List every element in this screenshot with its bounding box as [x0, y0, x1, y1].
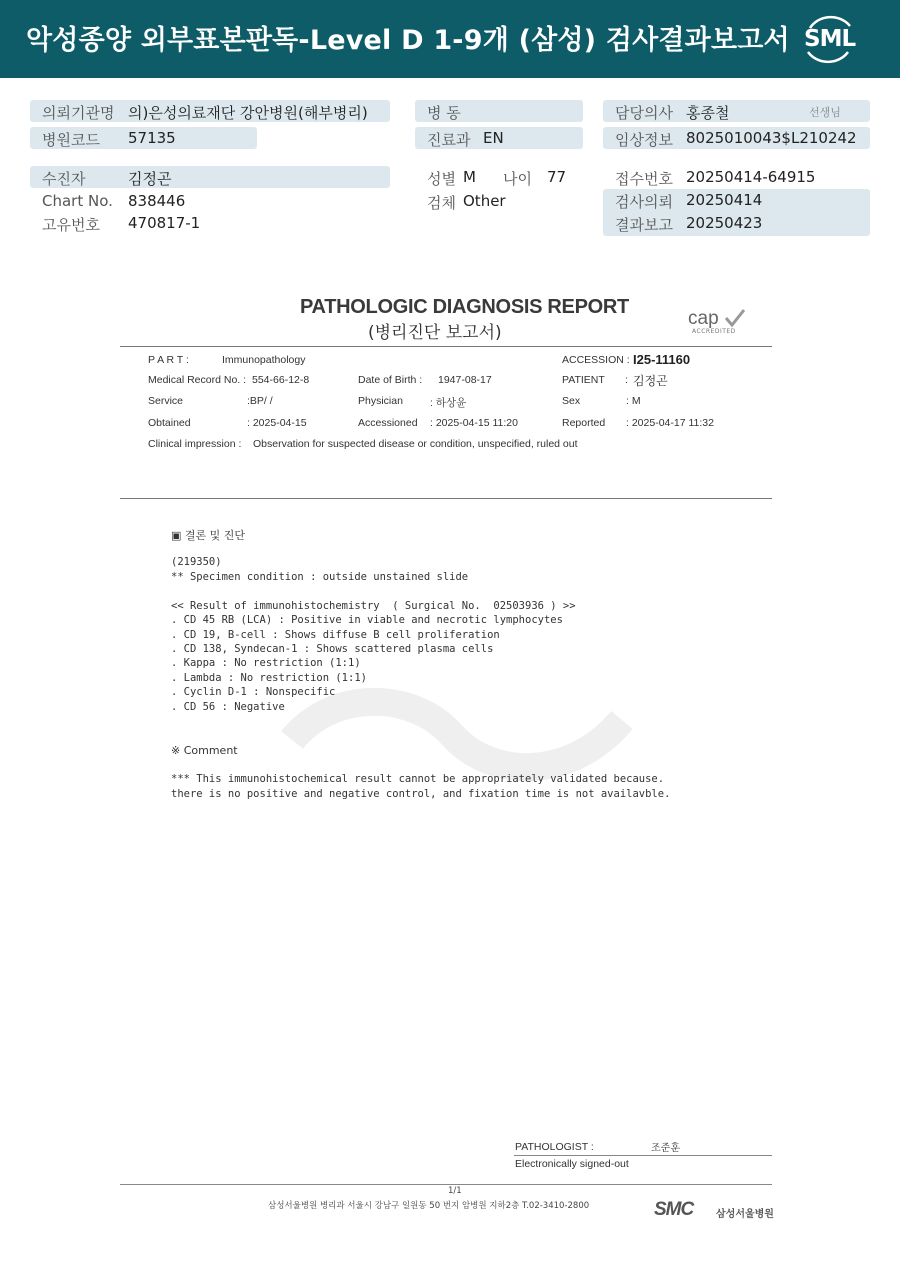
age-value: 77: [547, 168, 567, 186]
hospital-code-field: [30, 127, 257, 149]
clinical-info-label: 임상정보: [615, 131, 673, 149]
specimen-value: Other: [463, 192, 506, 210]
diagnosis-line: . Cyclin D-1 : Nonspecific: [171, 686, 336, 698]
physician-label: Physician: [358, 395, 403, 407]
chart-label: Chart No.: [42, 192, 113, 210]
pathologist-value: 조준훈: [651, 1143, 680, 1154]
unique-no-label: 고유번호: [42, 216, 100, 234]
report-mid-rule: [120, 498, 772, 499]
page-title: 악성종양 외부표본판독-Level D 1-9개 (삼성) 검사결과보고서: [26, 25, 790, 56]
footer-rule: [120, 1184, 772, 1185]
institution-label: 의뢰기관명: [42, 104, 115, 122]
physician-value: : 하상윤: [430, 397, 467, 409]
report-sex-label: Sex: [562, 395, 581, 407]
diagnosis-line: . CD 138, Syndecan-1 : Shows scattered plasma cells: [171, 643, 494, 655]
page-number: 1/1: [448, 1186, 462, 1196]
sex-label: 성별: [427, 170, 456, 188]
patient-value: 김정곤: [128, 170, 172, 188]
report-subtitle: (병리진단 보고서): [368, 323, 502, 343]
diagnosis-line: ** Specimen condition : outside unstained slide: [171, 571, 469, 583]
diagnosis-line: . Kappa : No restriction (1:1): [171, 657, 361, 669]
mrn-label: Medical Record No. :: [148, 374, 247, 386]
cap-logo-accredited: ACCREDITED: [692, 328, 736, 335]
dept-value: EN: [483, 129, 504, 147]
obtained-label: Obtained: [148, 417, 191, 429]
accession-label: ACCESSION :: [562, 354, 630, 366]
report-date-label: 결과보고: [615, 216, 673, 234]
report-top-rule: [120, 346, 772, 347]
service-value: :BP/ /: [247, 395, 273, 407]
institution-field: [30, 100, 390, 122]
header-banner: [0, 0, 900, 78]
report-date-value: 20250423: [686, 214, 763, 232]
clinical-info-field: [603, 127, 870, 149]
reported-value: : 2025-04-17 11:32: [626, 417, 714, 429]
diagnosis-line: . CD 19, B-cell : Shows diffuse B cell proliferation: [171, 629, 500, 641]
dept-field: [415, 127, 583, 149]
part-label: P A R T :: [148, 354, 189, 366]
comment-line: *** This immunohistochemical result cannot be appropriately validated because.: [171, 773, 665, 785]
unique-no-value: 470817-1: [128, 214, 201, 232]
age-label: 나이: [503, 170, 532, 188]
request-label: 검사의뢰: [615, 193, 673, 211]
comment-heading: ※ Comment: [171, 744, 238, 757]
unique-no-field: [30, 212, 390, 234]
receipt-field: [603, 166, 870, 188]
dob-label: Date of Birth :: [358, 374, 423, 386]
doctor-label: 담당의사: [615, 104, 673, 122]
diagnosis-heading: ▣ 결론 및 진단: [171, 529, 246, 542]
patient-field: [30, 166, 390, 188]
mrn-value: 554-66-12-8: [252, 374, 310, 386]
diagnosis-line: . CD 45 RB (LCA) : Positive in viable and necrotic lymphocytes: [171, 614, 563, 626]
sex-value: M: [463, 168, 476, 186]
hospital-code-value: 57135: [128, 129, 176, 147]
cap-check-icon: [686, 306, 748, 338]
request-value: 20250414: [686, 191, 763, 209]
dept-label: 진료과: [427, 131, 471, 149]
footer-address: 삼성서울병원 병리과 서울시 강남구 일원동 50 번지 암병원 지하2층 T.02-3410-2800: [268, 1201, 590, 1211]
patient-label: 수진자: [42, 170, 86, 188]
clinical-impression-value: Observation for suspected disease or condition, unspecified, ruled out: [253, 438, 578, 450]
diagnosis-line: (219350): [171, 556, 222, 568]
comment-line: there is no positive and negative control, and fixation time is not availavble.: [171, 788, 671, 800]
doctor-value: 홍종철: [686, 104, 730, 122]
diagnosis-line: . Lambda : No restriction (1:1): [171, 672, 367, 684]
receipt-value: 20250414-64915: [686, 168, 816, 186]
chart-field: [30, 190, 390, 212]
sex-age-field: [415, 166, 583, 188]
doctor-field: [603, 100, 870, 122]
dob-value: 1947-08-17: [438, 374, 492, 386]
service-label: Service: [148, 395, 184, 407]
specimen-field: [415, 190, 583, 212]
smc-logo: SMC: [654, 1199, 694, 1220]
accessioned-label: Accessioned: [358, 417, 418, 429]
chart-value: 838446: [128, 192, 186, 210]
accessioned-value: : 2025-04-15 11:20: [430, 417, 518, 429]
diagnosis-line: << Result of immunohistochemistry ( Surgical No. 02503936 ) >>: [171, 600, 576, 612]
signed-out-text: Electronically signed-out: [515, 1158, 629, 1170]
report-patient-colon: :: [625, 374, 628, 386]
sml-logo: [800, 12, 856, 66]
report-sex-value: : M: [626, 395, 641, 407]
hospital-code-label: 병원코드: [42, 131, 100, 149]
institution-value: 의)은성의료재단 강안병원(해부병리): [128, 104, 368, 122]
smc-logo-korean: 삼성서울병원: [716, 1209, 774, 1220]
cap-accredited-logo: [686, 306, 748, 338]
accession-value: I25-11160: [633, 352, 691, 367]
diagnosis-line: . CD 56 : Negative: [171, 701, 285, 713]
ward-field: [415, 100, 583, 122]
sml-logo-text: SML: [804, 26, 856, 52]
pathologist-label: PATHOLOGIST :: [515, 1141, 594, 1153]
clinical-info-value: 8025010043$L210242: [686, 129, 857, 147]
cap-logo-word: cap: [688, 308, 719, 329]
ward-label: 병 동: [427, 104, 461, 122]
report-patient-value: 김정곤: [633, 374, 668, 388]
signature-rule: [514, 1155, 772, 1156]
receipt-label: 접수번호: [615, 170, 673, 188]
request-field: [603, 189, 870, 236]
report-title: PATHOLOGIC DIAGNOSIS REPORT: [300, 296, 629, 318]
doctor-suffix: 선생님: [809, 106, 841, 119]
part-value: Immunopathology: [222, 354, 306, 366]
reported-label: Reported: [562, 417, 606, 429]
report-patient-label: PATIENT: [562, 374, 605, 386]
specimen-label: 검체: [427, 194, 456, 212]
obtained-value: : 2025-04-15: [247, 417, 307, 429]
clinical-impression-label: Clinical impression :: [148, 438, 242, 450]
